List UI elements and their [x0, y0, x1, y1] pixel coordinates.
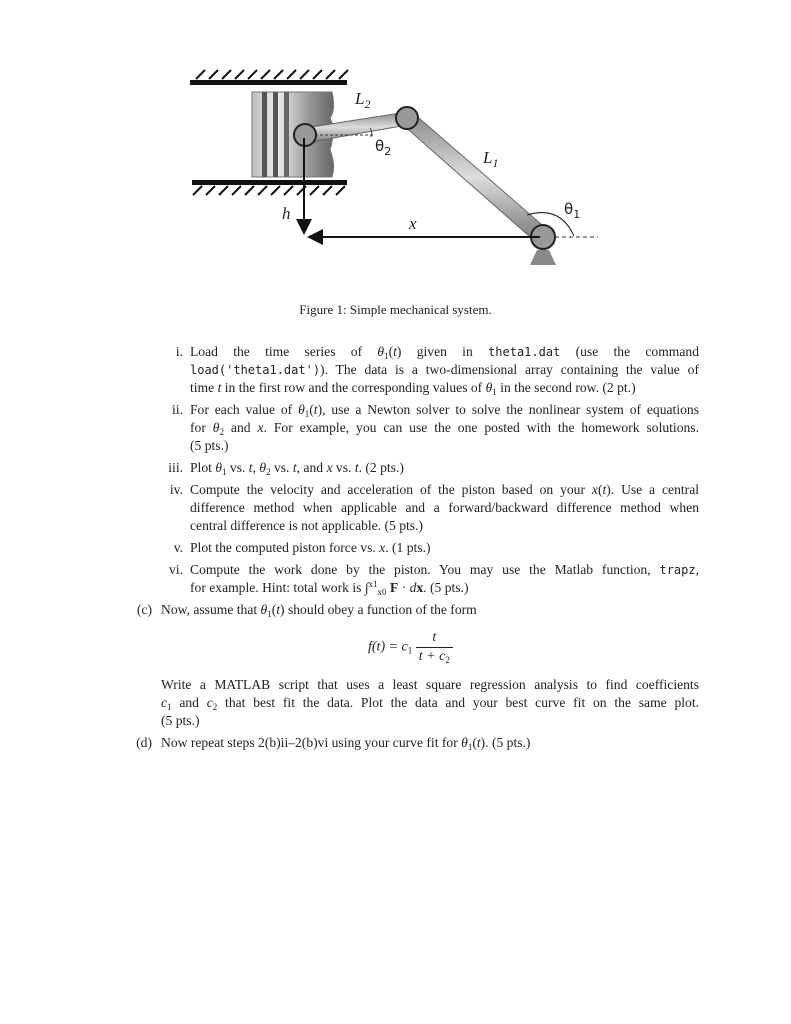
item-label: vi.	[169, 562, 183, 577]
text-segment: for example. Hint: total work is ∫	[190, 580, 369, 595]
label-L2: $L_2$	[355, 89, 371, 111]
text-segment: 1	[467, 742, 473, 752]
text-segment: t	[393, 344, 397, 359]
text-segment: ·	[398, 580, 410, 595]
text-segment: (	[271, 602, 277, 617]
text-segment: time	[190, 380, 218, 395]
text-segment: . (1 pts.)	[385, 540, 431, 555]
text-segment: t	[476, 735, 481, 750]
text-segment: (use the command	[560, 344, 700, 359]
text-segment: in the first row and the corresponding values of	[221, 380, 486, 395]
text-segment: t	[292, 460, 297, 475]
text-segment: t	[276, 602, 281, 617]
text-segment: Now repeat steps 2(b)ii–2(b)vi using your curve fit for	[161, 735, 462, 750]
problem-item	[136, 734, 601, 752]
formula-lhs: f(t) = c	[368, 639, 408, 655]
text-segment: ,	[695, 562, 699, 577]
text-segment: t	[354, 460, 359, 475]
text-segment: difference method when applicable and a forward/backward difference method when	[190, 500, 699, 515]
problem-item	[169, 481, 700, 535]
text-segment: that best fit the data. Plot the data and your best curve fit on the same plot.	[217, 695, 699, 710]
fit-formula	[368, 629, 791, 666]
text-segment: x1	[368, 579, 378, 589]
text-segment: x0	[377, 587, 387, 597]
text-segment: x	[591, 482, 598, 497]
text-segment: θ	[461, 735, 468, 750]
text-segment: central difference is not applicable. (5 pts.)	[190, 518, 424, 533]
problem-item	[161, 676, 699, 730]
text-segment: d	[409, 580, 417, 595]
text-segment: θ	[215, 460, 222, 475]
text-segment: Compute the velocity and acceleration of the piston based on your	[190, 482, 592, 497]
text-segment: Load the time series of	[190, 344, 378, 359]
crank-support	[530, 250, 556, 265]
text-segment: and	[171, 695, 207, 710]
text-segment: 1	[167, 702, 172, 712]
label-h: h	[282, 204, 291, 223]
formula-denominator	[416, 648, 453, 666]
problem-list	[0, 343, 791, 756]
text-line	[190, 561, 699, 579]
formula-lhs-subscript: 1	[407, 645, 413, 656]
item-label: ii.	[172, 402, 183, 417]
text-segment: t	[217, 380, 222, 395]
text-segment: 2	[219, 427, 224, 437]
text-segment: ) should obey a function of the form	[280, 602, 477, 617]
problem-item	[136, 601, 561, 619]
text-segment: 1	[267, 609, 272, 619]
text-line	[190, 343, 699, 361]
code-text: trapz	[659, 563, 696, 577]
label-theta2: $\theta_2$	[375, 137, 392, 158]
text-segment: t	[248, 460, 253, 475]
text-segment: θ	[377, 344, 385, 359]
text-segment: 1	[304, 409, 310, 419]
text-line	[190, 481, 699, 499]
text-segment: ), use a Newton solver to solve the nonlinear system of equations	[317, 402, 699, 417]
text-segment: (5 pts.)	[161, 713, 200, 728]
problem-item	[173, 539, 699, 557]
text-segment: ,	[252, 460, 260, 475]
text-segment: vs.	[332, 460, 355, 475]
text-line	[190, 361, 699, 379]
text-segment: x	[257, 420, 264, 435]
text-segment: ). (5 pts.)	[480, 735, 531, 750]
formula-denominator-subscript: 2	[445, 655, 450, 665]
text-line	[161, 601, 561, 619]
text-segment: (	[472, 735, 477, 750]
text-segment: for	[190, 420, 213, 435]
text-segment: Plot	[190, 460, 216, 475]
text-segment: θ	[298, 402, 305, 417]
text-segment: θ	[259, 460, 267, 475]
top-wall	[190, 70, 348, 85]
text-segment: and	[223, 420, 258, 435]
problem-item	[168, 459, 699, 477]
text-segment: x	[416, 580, 424, 595]
problem-item	[175, 343, 700, 397]
text-segment: c	[161, 695, 168, 710]
text-line	[190, 499, 699, 517]
figure-caption: Figure 1: Simple mechanical system.	[299, 302, 492, 317]
text-segment: . (2 pts.)	[358, 460, 404, 475]
text-line	[190, 437, 699, 455]
text-segment: ). The data is a two-dimensional array containing the value of	[320, 362, 699, 377]
item-label: v.	[173, 540, 183, 555]
text-segment: t	[602, 482, 607, 497]
text-segment: F	[389, 580, 399, 595]
text-segment: 2	[266, 467, 271, 477]
text-segment: c	[206, 695, 213, 710]
item-label: iv.	[169, 482, 183, 497]
text-segment: vs.	[270, 460, 293, 475]
rod-joint	[396, 107, 418, 129]
text-line	[190, 539, 699, 557]
problem-item	[169, 561, 699, 597]
text-line	[190, 579, 699, 597]
text-segment: (5 pts.)	[190, 438, 229, 453]
text-segment: θ	[212, 420, 220, 435]
text-segment: 1	[222, 467, 227, 477]
text-segment: in the second row. (2 pt.)	[496, 380, 636, 395]
label-L1: $L_1$	[483, 148, 499, 170]
text-segment: Compute the work done by the piston. You may use the Matlab function,	[190, 562, 660, 577]
text-segment: 1	[384, 351, 389, 361]
formula-numerator: t	[416, 629, 453, 648]
bottom-wall	[192, 180, 347, 195]
text-segment: (	[388, 344, 394, 359]
text-line	[190, 517, 699, 535]
text-line	[190, 419, 699, 437]
item-label: iii.	[168, 460, 183, 475]
text-line	[161, 694, 699, 712]
text-line	[161, 676, 699, 694]
problem-item	[172, 401, 699, 455]
text-segment: . (5 pts.)	[423, 580, 469, 595]
code-text: theta1.dat	[488, 345, 561, 359]
text-segment: vs.	[226, 460, 249, 475]
text-segment: θ	[485, 380, 493, 395]
text-line	[190, 401, 699, 419]
text-segment: For each value of	[190, 402, 299, 417]
text-line	[161, 734, 601, 752]
label-x: x	[409, 214, 417, 233]
item-label: (c)	[136, 602, 152, 617]
item-label: i.	[175, 344, 183, 359]
formula-fraction	[416, 629, 453, 666]
text-segment: x	[379, 540, 386, 555]
text-segment: ) given in	[396, 344, 489, 359]
mechanical-system-figure	[0, 0, 791, 300]
text-segment: ). Use a central	[606, 482, 700, 497]
item-label: (d)	[136, 735, 152, 750]
text-segment: Now, assume that	[161, 602, 261, 617]
text-segment: , and	[296, 460, 327, 475]
code-text: load('theta1.dat')	[190, 363, 321, 377]
text-segment: θ	[260, 602, 268, 617]
text-segment: 2	[212, 702, 218, 712]
text-segment: Plot the computed piston force vs.	[190, 540, 380, 555]
text-segment: x	[326, 460, 333, 475]
rod-L1	[402, 112, 549, 243]
text-segment: 1	[492, 387, 497, 397]
text-segment: (	[597, 482, 603, 497]
text-line	[190, 379, 699, 397]
formula-denominator-text: t + c	[418, 649, 446, 664]
text-segment: . For example, you can use the one posted with the homework solutions.	[263, 420, 699, 435]
text-segment: Write a MATLAB script that uses a least square regression analysis to find coefficients	[161, 677, 699, 692]
label-theta1: $\theta_1$	[564, 200, 581, 221]
text-segment: t	[313, 402, 318, 417]
text-line	[190, 459, 699, 477]
text-line	[161, 712, 699, 730]
text-segment: (	[309, 402, 314, 417]
